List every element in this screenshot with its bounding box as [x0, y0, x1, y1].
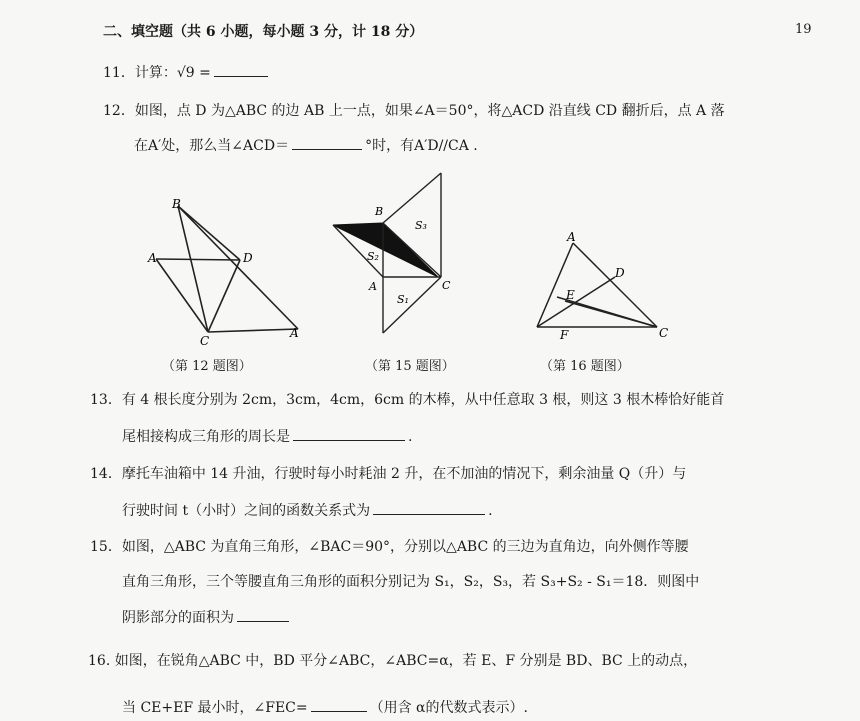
page-number: 19	[795, 22, 812, 37]
question-16-line2	[122, 697, 528, 718]
q15-line3-pre: 阴影部分的面积为	[122, 610, 234, 626]
section-title: 二、填空题（共 6 小题，每小题 3 分，计 18 分）	[103, 24, 424, 40]
fig15-label-a: A	[369, 280, 377, 293]
fig16-label-f: F	[560, 328, 569, 342]
fig15-label-b: B	[375, 205, 384, 218]
question-13-line1: 13．有 4 根长度分别为 2cm，3cm，4cm，6cm 的木棒，从中任意取 3 根，则这 3 根木棒恰好能首	[90, 392, 725, 408]
fig12-label-a1: A	[148, 251, 157, 265]
q12-answer-blank[interactable]	[292, 135, 362, 150]
fig15-label-c: C	[442, 279, 451, 292]
q16-answer-blank[interactable]	[311, 697, 367, 712]
q13-answer-blank[interactable]	[293, 426, 405, 441]
fig16-label-d: D	[615, 266, 625, 280]
q16-line2-post: （用含 α的代数式表示）.	[369, 700, 528, 716]
fig12-label-d: D	[243, 251, 253, 265]
fig15-label-s1: S₁	[397, 293, 409, 306]
q13-line2-pre: 尾相接构成三角形的周长是	[122, 429, 290, 445]
q12-line2-pre: 在A′处，那么当∠ACD＝	[134, 138, 290, 154]
question-15-line2: 直角三角形，三个等腰直角三角形的面积分别记为 S₁，S₂，S₃，若 S₃+S₂ - S₁＝18．则图中	[122, 574, 700, 590]
fig12-label-b: B	[172, 197, 181, 211]
fig16-label-e: E	[566, 288, 575, 302]
q11-answer-blank[interactable]	[214, 62, 268, 77]
q14-line2-post: .	[488, 503, 493, 519]
figure-12	[140, 190, 310, 350]
fig16-label-a: A	[567, 230, 576, 244]
fig15-label-s3: S₃	[415, 219, 427, 232]
fig16-label-c: C	[659, 326, 669, 340]
q12-line2-post: °时，有A′D//CA .	[365, 138, 478, 154]
question-13-line2	[122, 426, 412, 447]
question-11	[103, 62, 271, 83]
fig15-label-s2: S₂	[367, 250, 379, 263]
figure-15	[325, 165, 465, 340]
figure-16	[525, 225, 685, 350]
q13-line2-post: .	[408, 429, 413, 445]
question-15-line3	[122, 607, 292, 628]
fig12-label-c: C	[200, 334, 210, 348]
question-12-line1: 12．如图，点 D 为△ABC 的边 AB 上一点，如果∠A＝50°，将△ACD 沿直线 CD 翻折后，点 A 落	[103, 103, 725, 119]
q14-answer-blank[interactable]	[373, 500, 485, 515]
q14-line2-pre: 行驶时间 t（小时）之间的函数关系式为	[122, 503, 371, 519]
question-15-line1: 15．如图，△ABC 为直角三角形，∠BAC＝90°，分别以△ABC 的三边为直角边，向外侧作等腰	[90, 539, 689, 555]
fig16-caption: （第 16 题图）	[540, 359, 630, 374]
question-14-line1: 14．摩托车油箱中 14 升油，行驶时每小时耗油 2 升，在不加油的情况下，剩余油量 Q（升）与	[90, 466, 687, 482]
q11-text: 11．计算：√9 =	[103, 65, 211, 81]
question-16-line1: 16. 如图，在锐角△ABC 中，BD 平分∠ABC，∠ABC=α，若 E、F 分别是 BD、BC 上的动点，	[88, 653, 698, 669]
fig12-caption: （第 12 题图）	[162, 359, 252, 374]
fig15-caption: （第 15 题图）	[365, 359, 455, 374]
q15-answer-blank[interactable]	[237, 607, 289, 622]
question-14-line2	[122, 500, 493, 521]
q16-line2-pre: 当 CE+EF 最小时，∠FEC=	[122, 700, 308, 716]
fig12-label-a2: A	[290, 326, 299, 340]
question-12-line2	[134, 135, 478, 156]
